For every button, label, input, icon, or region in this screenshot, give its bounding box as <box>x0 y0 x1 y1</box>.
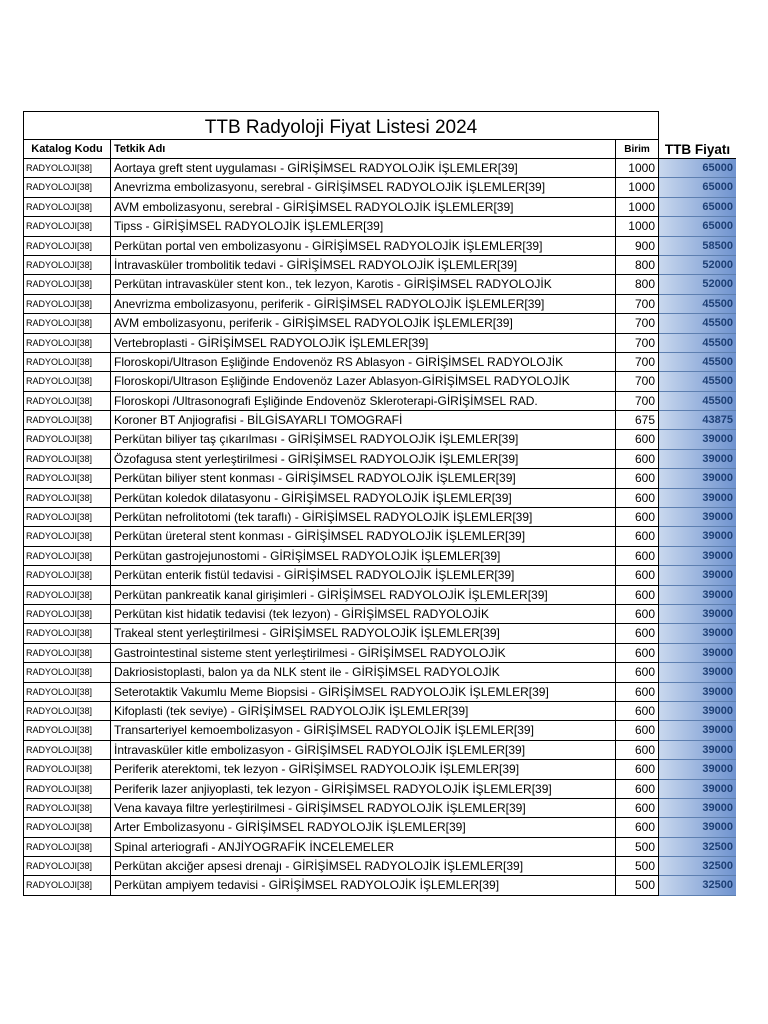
unit-cell: 600 <box>615 663 659 682</box>
price-table-body <box>23 159 736 896</box>
price-cell: 39000 <box>659 469 736 488</box>
table-row <box>23 799 736 818</box>
table-row <box>23 178 736 197</box>
procedure-name-cell: Perkütan intravasküler stent kon., tek lezyon, Karotis - GİRİŞİMSEL RADYOLOJİK <box>111 275 615 294</box>
price-cell: 32500 <box>659 876 736 895</box>
catalog-code-cell: RADYOLOJI[38] <box>23 178 111 197</box>
header-unit: Birim <box>615 140 659 159</box>
catalog-code-cell: RADYOLOJI[38] <box>23 799 111 818</box>
unit-cell: 600 <box>615 818 659 837</box>
procedure-name-cell: Anevrizma embolizasyonu, serebral - GİRİŞİMSEL RADYOLOJİK İŞLEMLER[39] <box>111 178 615 197</box>
price-cell: 39000 <box>659 508 736 527</box>
table-row <box>23 314 736 333</box>
procedure-name-cell: Arter Embolizasyonu - GİRİŞİMSEL RADYOLOJİK İŞLEMLER[39] <box>111 818 615 837</box>
price-cell: 39000 <box>659 760 736 779</box>
catalog-code-cell: RADYOLOJI[38] <box>23 450 111 469</box>
price-cell: 39000 <box>659 605 736 624</box>
table-row <box>23 450 736 469</box>
table-row <box>23 295 736 314</box>
table-row <box>23 527 736 546</box>
table-row <box>23 508 736 527</box>
price-cell: 39000 <box>659 644 736 663</box>
procedure-name-cell: Perkütan kist hidatik tedavisi (tek lezyon) - GİRİŞİMSEL RADYOLOJİK <box>111 605 615 624</box>
unit-cell: 675 <box>615 411 659 430</box>
procedure-name-cell: Spinal arteriografi - ANJİYOGRAFİK İNCELEMELER <box>111 838 615 857</box>
table-row <box>23 489 736 508</box>
price-cell: 43875 <box>659 411 736 430</box>
catalog-code-cell: RADYOLOJI[38] <box>23 547 111 566</box>
unit-cell: 600 <box>615 721 659 740</box>
catalog-code-cell: RADYOLOJI[38] <box>23 644 111 663</box>
price-cell: 39000 <box>659 430 736 449</box>
price-cell: 45500 <box>659 314 736 333</box>
price-cell: 45500 <box>659 334 736 353</box>
unit-cell: 1000 <box>615 217 659 236</box>
price-cell: 39000 <box>659 683 736 702</box>
catalog-code-cell: RADYOLOJI[38] <box>23 527 111 546</box>
table-row <box>23 256 736 275</box>
table-row <box>23 605 736 624</box>
catalog-code-cell: RADYOLOJI[38] <box>23 217 111 236</box>
procedure-name-cell: Perkütan portal ven embolizasyonu - GİRİŞİMSEL RADYOLOJİK İŞLEMLER[39] <box>111 237 615 256</box>
table-row <box>23 663 736 682</box>
catalog-code-cell: RADYOLOJI[38] <box>23 683 111 702</box>
procedure-name-cell: Aortaya greft stent uygulaması - GİRİŞİMSEL RADYOLOJİK İŞLEMLER[39] <box>111 159 615 178</box>
unit-cell: 600 <box>615 586 659 605</box>
unit-cell: 1000 <box>615 159 659 178</box>
unit-cell: 700 <box>615 353 659 372</box>
procedure-name-cell: Perkütan gastrojejunostomi - GİRİŞİMSEL RADYOLOJİK İŞLEMLER[39] <box>111 547 615 566</box>
unit-cell: 600 <box>615 489 659 508</box>
procedure-name-cell: Koroner BT Anjiografisi - BİLGİSAYARLI TOMOGRAFİ <box>111 411 615 430</box>
unit-cell: 600 <box>615 450 659 469</box>
price-cell: 32500 <box>659 857 736 876</box>
procedure-name-cell: Periferik aterektomi, tek lezyon - GİRİŞİMSEL RADYOLOJİK İŞLEMLER[39] <box>111 760 615 779</box>
unit-cell: 600 <box>615 799 659 818</box>
header-price: TTB Fiyatı <box>659 139 736 159</box>
catalog-code-cell: RADYOLOJI[38] <box>23 295 111 314</box>
title-cell <box>23 111 659 140</box>
catalog-code-cell: RADYOLOJI[38] <box>23 469 111 488</box>
unit-cell: 700 <box>615 295 659 314</box>
unit-cell: 700 <box>615 392 659 411</box>
catalog-code-cell: RADYOLOJI[38] <box>23 566 111 585</box>
price-cell: 45500 <box>659 392 736 411</box>
unit-cell: 700 <box>615 334 659 353</box>
table-row <box>23 818 736 837</box>
table-row <box>23 741 736 760</box>
unit-cell: 600 <box>615 527 659 546</box>
table-row <box>23 237 736 256</box>
table-row <box>23 372 736 391</box>
table-row <box>23 547 736 566</box>
price-cell: 39000 <box>659 624 736 643</box>
catalog-code-cell: RADYOLOJI[38] <box>23 392 111 411</box>
table-row <box>23 586 736 605</box>
price-cell: 39000 <box>659 702 736 721</box>
price-cell: 39000 <box>659 566 736 585</box>
procedure-name-cell: Vertebroplasti - GİRİŞİMSEL RADYOLOJİK İŞLEMLER[39] <box>111 334 615 353</box>
price-cell: 39000 <box>659 741 736 760</box>
table-row <box>23 275 736 294</box>
unit-cell: 500 <box>615 857 659 876</box>
catalog-code-cell: RADYOLOJI[38] <box>23 876 111 895</box>
unit-cell: 600 <box>615 683 659 702</box>
catalog-code-cell: RADYOLOJI[38] <box>23 430 111 449</box>
header-catalog-code: Katalog Kodu <box>23 140 111 159</box>
price-cell: 65000 <box>659 217 736 236</box>
unit-cell: 600 <box>615 624 659 643</box>
table-row <box>23 469 736 488</box>
catalog-code-cell: RADYOLOJI[38] <box>23 275 111 294</box>
table-row <box>23 683 736 702</box>
price-cell: 32500 <box>659 838 736 857</box>
catalog-code-cell: RADYOLOJI[38] <box>23 159 111 178</box>
catalog-code-cell: RADYOLOJI[38] <box>23 508 111 527</box>
price-cell: 45500 <box>659 353 736 372</box>
price-cell: 39000 <box>659 818 736 837</box>
table-row <box>23 430 736 449</box>
table-row <box>23 876 736 895</box>
catalog-code-cell: RADYOLOJI[38] <box>23 198 111 217</box>
unit-cell: 700 <box>615 314 659 333</box>
header-procedure-name: Tetkik Adı <box>111 140 615 159</box>
catalog-code-cell: RADYOLOJI[38] <box>23 818 111 837</box>
unit-cell: 600 <box>615 508 659 527</box>
table-row <box>23 411 736 430</box>
procedure-name-cell: Perkütan koledok dilatasyonu - GİRİŞİMSEL RADYOLOJİK İŞLEMLER[39] <box>111 489 615 508</box>
price-cell: 52000 <box>659 256 736 275</box>
table-row <box>23 392 736 411</box>
catalog-code-cell: RADYOLOJI[38] <box>23 721 111 740</box>
procedure-name-cell: Tipss - GİRİŞİMSEL RADYOLOJİK İŞLEMLER[39] <box>111 217 615 236</box>
catalog-code-cell: RADYOLOJI[38] <box>23 702 111 721</box>
unit-cell: 1000 <box>615 178 659 197</box>
price-cell: 52000 <box>659 275 736 294</box>
price-cell: 65000 <box>659 178 736 197</box>
table-row <box>23 760 736 779</box>
table-row <box>23 838 736 857</box>
unit-cell: 600 <box>615 644 659 663</box>
procedure-name-cell: Floroskopi/Ultrason Eşliğinde Endovenöz Lazer Ablasyon-GİRİŞİMSEL RADYOLOJİK <box>111 372 615 391</box>
catalog-code-cell: RADYOLOJI[38] <box>23 489 111 508</box>
unit-cell: 600 <box>615 430 659 449</box>
page-title: TTB Radyoloji Fiyat Listesi 2024 <box>204 117 478 138</box>
table-row <box>23 702 736 721</box>
procedure-name-cell: Kifoplasti (tek seviye) - GİRİŞİMSEL RADYOLOJİK İŞLEMLER[39] <box>111 702 615 721</box>
catalog-code-cell: RADYOLOJI[38] <box>23 741 111 760</box>
unit-cell: 500 <box>615 838 659 857</box>
price-cell: 39000 <box>659 780 736 799</box>
procedure-name-cell: AVM embolizasyonu, serebral - GİRİŞİMSEL RADYOLOJİK İŞLEMLER[39] <box>111 198 615 217</box>
procedure-name-cell: Perkütan enterik fistül tedavisi - GİRİŞİMSEL RADYOLOJİK İŞLEMLER[39] <box>111 566 615 585</box>
catalog-code-cell: RADYOLOJI[38] <box>23 353 111 372</box>
catalog-code-cell: RADYOLOJI[38] <box>23 586 111 605</box>
catalog-code-cell: RADYOLOJI[38] <box>23 372 111 391</box>
procedure-name-cell: Anevrizma embolizasyonu, periferik - GİRİŞİMSEL RADYOLOJİK İŞLEMLER[39] <box>111 295 615 314</box>
catalog-code-cell: RADYOLOJI[38] <box>23 411 111 430</box>
price-cell: 39000 <box>659 450 736 469</box>
unit-cell: 900 <box>615 237 659 256</box>
table-row <box>23 566 736 585</box>
catalog-code-cell: RADYOLOJI[38] <box>23 780 111 799</box>
procedure-name-cell: Perkütan akciğer apsesi drenajı - GİRİŞİMSEL RADYOLOJİK İŞLEMLER[39] <box>111 857 615 876</box>
unit-cell: 600 <box>615 780 659 799</box>
unit-cell: 600 <box>615 605 659 624</box>
procedure-name-cell: Floroskopi /Ultrasonografi Eşliğinde Endovenöz Skleroterapi-GİRİŞİMSEL RAD. <box>111 392 615 411</box>
table-row <box>23 198 736 217</box>
price-cell: 39000 <box>659 586 736 605</box>
unit-cell: 500 <box>615 876 659 895</box>
catalog-code-cell: RADYOLOJI[38] <box>23 760 111 779</box>
catalog-code-cell: RADYOLOJI[38] <box>23 663 111 682</box>
procedure-name-cell: Trakeal stent yerleştirilmesi - GİRİŞİMSEL RADYOLOJİK İŞLEMLER[39] <box>111 624 615 643</box>
catalog-code-cell: RADYOLOJI[38] <box>23 237 111 256</box>
catalog-code-cell: RADYOLOJI[38] <box>23 838 111 857</box>
unit-cell: 600 <box>615 741 659 760</box>
price-cell: 39000 <box>659 547 736 566</box>
catalog-code-cell: RADYOLOJI[38] <box>23 605 111 624</box>
unit-cell: 600 <box>615 547 659 566</box>
procedure-name-cell: İntravasküler trombolitik tedavi - GİRİŞİMSEL RADYOLOJİK İŞLEMLER[39] <box>111 256 615 275</box>
procedure-name-cell: Transarteriyel kemoembolizasyon - GİRİŞİMSEL RADYOLOJİK İŞLEMLER[39] <box>111 721 615 740</box>
table-row <box>23 334 736 353</box>
table-row <box>23 624 736 643</box>
procedure-name-cell: Periferik lazer anjiyoplasti, tek lezyon - GİRİŞİMSEL RADYOLOJİK İŞLEMLER[39] <box>111 780 615 799</box>
price-cell: 45500 <box>659 295 736 314</box>
unit-cell: 600 <box>615 702 659 721</box>
procedure-name-cell: Perkütan nefrolitotomi (tek taraflı) - GİRİŞİMSEL RADYOLOJİK İŞLEMLER[39] <box>111 508 615 527</box>
procedure-name-cell: Perkütan pankreatik kanal girişimleri - GİRİŞİMSEL RADYOLOJİK İŞLEMLER[39] <box>111 586 615 605</box>
catalog-code-cell: RADYOLOJI[38] <box>23 857 111 876</box>
table-row <box>23 721 736 740</box>
procedure-name-cell: Gastrointestinal sisteme stent yerleştirilmesi - GİRİŞİMSEL RADYOLOJİK <box>111 644 615 663</box>
table-row <box>23 644 736 663</box>
unit-cell: 800 <box>615 256 659 275</box>
price-cell: 65000 <box>659 198 736 217</box>
catalog-code-cell: RADYOLOJI[38] <box>23 256 111 275</box>
price-cell: 39000 <box>659 527 736 546</box>
unit-cell: 600 <box>615 469 659 488</box>
table-row <box>23 857 736 876</box>
procedure-name-cell: Floroskopi/Ultrason Eşliğinde Endovenöz RS Ablasyon - GİRİŞİMSEL RADYOLOJİK <box>111 353 615 372</box>
price-cell: 58500 <box>659 237 736 256</box>
price-cell: 39000 <box>659 663 736 682</box>
catalog-code-cell: RADYOLOJI[38] <box>23 334 111 353</box>
catalog-code-cell: RADYOLOJI[38] <box>23 624 111 643</box>
catalog-code-cell: RADYOLOJI[38] <box>23 314 111 333</box>
table-row <box>23 159 736 178</box>
price-cell: 39000 <box>659 489 736 508</box>
table-row <box>23 353 736 372</box>
procedure-name-cell: Özofagusa stent yerleştirilmesi - GİRİŞİMSEL RADYOLOJİK İŞLEMLER[39] <box>111 450 615 469</box>
unit-cell: 1000 <box>615 198 659 217</box>
table-row <box>23 780 736 799</box>
unit-cell: 600 <box>615 760 659 779</box>
procedure-name-cell: Perkütan ampiyem tedavisi - GİRİŞİMSEL RADYOLOJİK İŞLEMLER[39] <box>111 876 615 895</box>
procedure-name-cell: AVM embolizasyonu, periferik - GİRİŞİMSEL RADYOLOJİK İŞLEMLER[39] <box>111 314 615 333</box>
procedure-name-cell: İntravasküler kitle embolizasyon - GİRİŞİMSEL RADYOLOJİK İŞLEMLER[39] <box>111 741 615 760</box>
unit-cell: 700 <box>615 372 659 391</box>
unit-cell: 800 <box>615 275 659 294</box>
procedure-name-cell: Dakriosistoplasti, balon ya da NLK stent ile - GİRİŞİMSEL RADYOLOJİK <box>111 663 615 682</box>
unit-cell: 600 <box>615 566 659 585</box>
procedure-name-cell: Perkütan biliyer stent konması - GİRİŞİMSEL RADYOLOJİK İŞLEMLER[39] <box>111 469 615 488</box>
price-cell: 65000 <box>659 159 736 178</box>
procedure-name-cell: Perkütan üreteral stent konması - GİRİŞİMSEL RADYOLOJİK İŞLEMLER[39] <box>111 527 615 546</box>
price-cell: 39000 <box>659 721 736 740</box>
price-cell: 45500 <box>659 372 736 391</box>
price-cell: 39000 <box>659 799 736 818</box>
procedure-name-cell: Perkütan biliyer taş çıkarılması - GİRİŞİMSEL RADYOLOJİK İŞLEMLER[39] <box>111 430 615 449</box>
table-row <box>23 217 736 236</box>
procedure-name-cell: Vena kavaya filtre yerleştirilmesi - GİRİŞİMSEL RADYOLOJİK İŞLEMLER[39] <box>111 799 615 818</box>
procedure-name-cell: Seterotaktik Vakumlu Meme Biopsisi - GİRİŞİMSEL RADYOLOJİK İŞLEMLER[39] <box>111 683 615 702</box>
